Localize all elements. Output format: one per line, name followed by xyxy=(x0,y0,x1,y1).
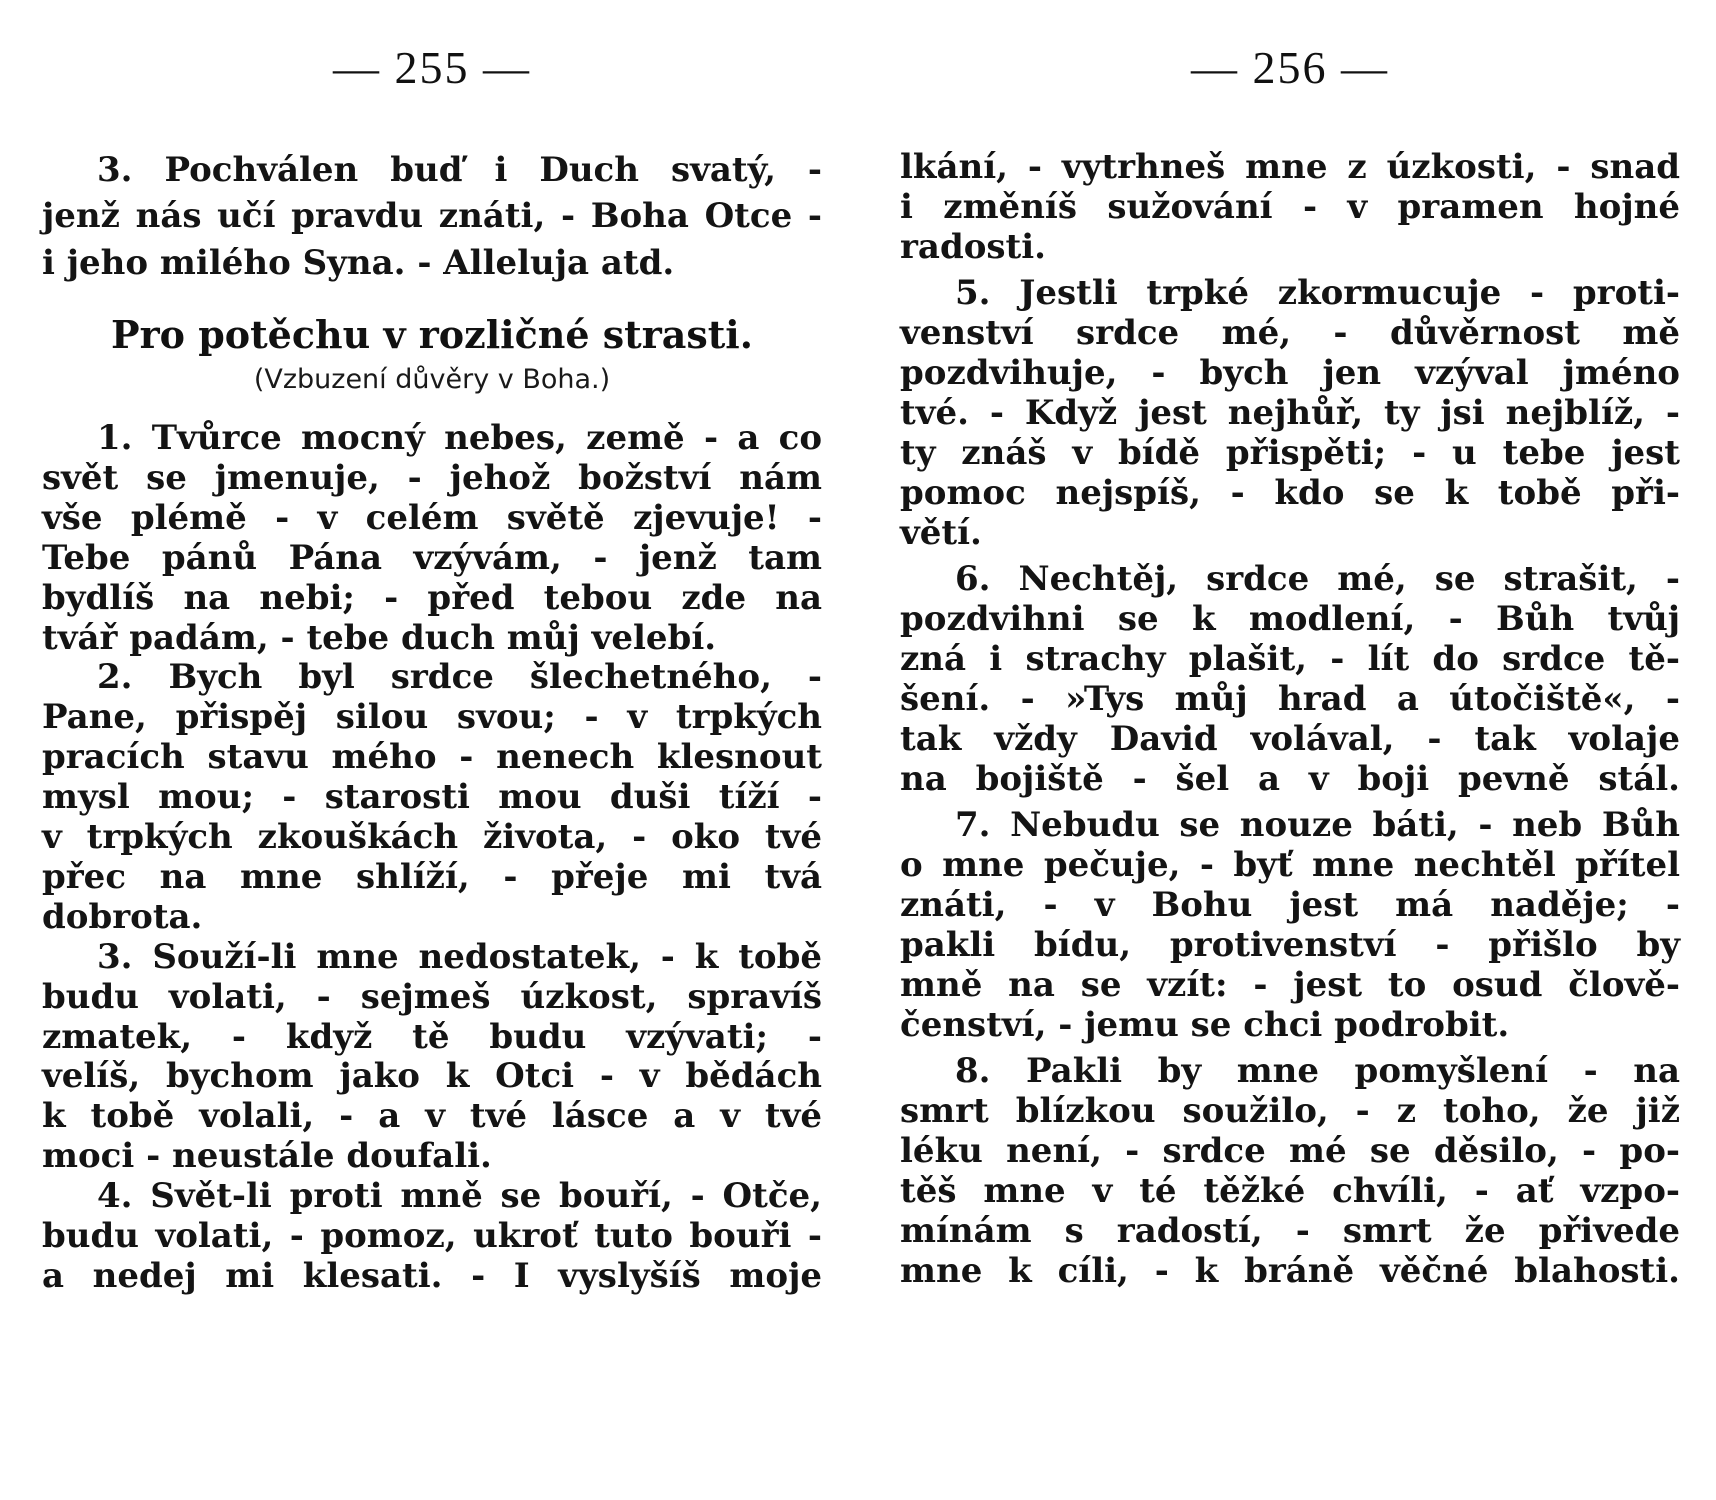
text-line: lkání, - vytrhneš mne z úzkosti, - snad xyxy=(900,147,1680,187)
text-line: bydlíš na nebi; - před tebou zde na xyxy=(42,577,822,618)
text-line: vše plémě - v celém světě zjevuje! - xyxy=(42,497,822,538)
text-line: šení. - »Tys můj hrad a útočiště«, - xyxy=(900,679,1680,719)
text-line: radosti. xyxy=(900,227,1046,267)
text-line: mysl mou; - starosti mou duši tíží - xyxy=(42,777,822,818)
text-line: v trpkých zkouškách života, - oko tvé xyxy=(42,817,822,857)
text-line: ty znáš v bídě přispěti; - u tebe jest xyxy=(900,433,1680,473)
text-line: 3. Pochválen buď i Duch svatý, - xyxy=(97,150,822,190)
text-line: mne k cíli, - k bráně věčné blahosti. xyxy=(900,1251,1680,1291)
section-heading: Pro potěchu v rozličné strasti. xyxy=(111,312,753,357)
text-line: pakli bídu, protivenství - přišlo by xyxy=(900,925,1680,965)
text-line: velíš, bychom jako k Otci - v bědách xyxy=(42,1056,822,1097)
text-line: tvé. - Když jest nejhůř, ty jsi nejblíž, - xyxy=(900,393,1680,433)
text-line: k tobě volali, - a v tvé lásce a v tvé xyxy=(42,1096,822,1137)
text-line: tvář padám, - tebe duch můj velebí. xyxy=(42,617,717,658)
text-line: a nedej mi klesati. - I vyslyšíš moje xyxy=(42,1255,822,1296)
text-line: dobrota. xyxy=(42,896,203,937)
text-line: 1. Tvůrce mocný nebes, země - a co xyxy=(97,418,822,458)
text-line: 2. Bych byl srdce šlechetného, - xyxy=(97,657,822,698)
right-page xyxy=(900,0,1680,1500)
text-line: 8. Pakli by mne pomyšlení - na xyxy=(955,1051,1680,1091)
text-line: na bojiště - šel a v boji pevně stál. xyxy=(900,759,1680,799)
text-line: 7. Nebudu se nouze báti, - neb Bůh xyxy=(955,805,1680,845)
text-line: o mne pečuje, - byť mne nechtěl přítel xyxy=(900,845,1680,885)
page-number: — 256 — xyxy=(1191,42,1389,93)
text-line: moci - neustále doufali. xyxy=(42,1136,492,1177)
text-line: pozdvihuje, - bych jen vzýval jméno xyxy=(900,353,1680,393)
text-line: čenství, - jemu se chci podrobit. xyxy=(900,1005,1510,1045)
text-line: 5. Jestli trpké zkormucuje - proti- xyxy=(955,273,1680,313)
text-line: i jeho milého Syna. - Alleluja atd. xyxy=(42,242,675,283)
text-line: zná i strachy plašit, - lít do srdce tě- xyxy=(900,639,1680,679)
text-line: tak vždy David volával, - tak volaje xyxy=(900,719,1680,759)
text-line: Pane, přispěj silou svou; - v trpkých xyxy=(42,697,822,738)
text-line: mně na se vzít: - jest to osud člově- xyxy=(900,965,1680,1005)
text-line: pozdvihni se k modlení, - Bůh tvůj xyxy=(900,599,1680,639)
text-line: Tebe pánů Pána vzývám, - jenž tam xyxy=(42,537,822,578)
text-line: znáti, - v Bohu jest má naděje; - xyxy=(900,885,1680,925)
text-line: smrt blízkou soužilo, - z toho, že již xyxy=(900,1091,1680,1131)
left-page xyxy=(42,0,822,1500)
text-line: 6. Nechtěj, srdce mé, se strašit, - xyxy=(955,559,1680,599)
text-line: 3. Souží-li mne nedostatek, - k tobě xyxy=(97,936,822,977)
page-number: — 255 — xyxy=(333,42,531,93)
text-line: jenž nás učí pravdu znáti, - Boha Otce - xyxy=(42,196,822,237)
text-line: mínám s radostí, - smrt že přivede xyxy=(900,1211,1680,1251)
text-line: svět se jmenuje, - jehož božství nám xyxy=(42,457,822,498)
section-subheading: (Vzbuzení důvěry v Boha.) xyxy=(253,364,611,395)
text-line: těš mne v té těžké chvíli, - ať vzpo- xyxy=(900,1171,1680,1211)
text-line: pomoc nejspíš, - kdo se k tobě při- xyxy=(900,473,1680,513)
text-line: přec na mne shlíží, - přeje mi tvá xyxy=(42,856,822,897)
text-line: větí. xyxy=(900,513,982,553)
text-line: venství srdce mé, - důvěrnost mě xyxy=(900,313,1680,353)
text-line: i změníš sužování - v pramen hojné xyxy=(900,187,1680,227)
text-line: budu volati, - pomoz, ukroť tuto bouři - xyxy=(42,1216,822,1256)
text-line: budu volati, - sejmeš úzkost, spravíš xyxy=(42,976,822,1017)
text-line: pracích stavu mého - nenech klesnout xyxy=(42,737,822,778)
text-line: zmatek, - když tě budu vzývati; - xyxy=(42,1016,822,1057)
text-line: léku není, - srdce mé se děsilo, - po- xyxy=(900,1131,1680,1171)
text-line: 4. Svět-li proti mně se bouří, - Otče, xyxy=(97,1176,822,1217)
